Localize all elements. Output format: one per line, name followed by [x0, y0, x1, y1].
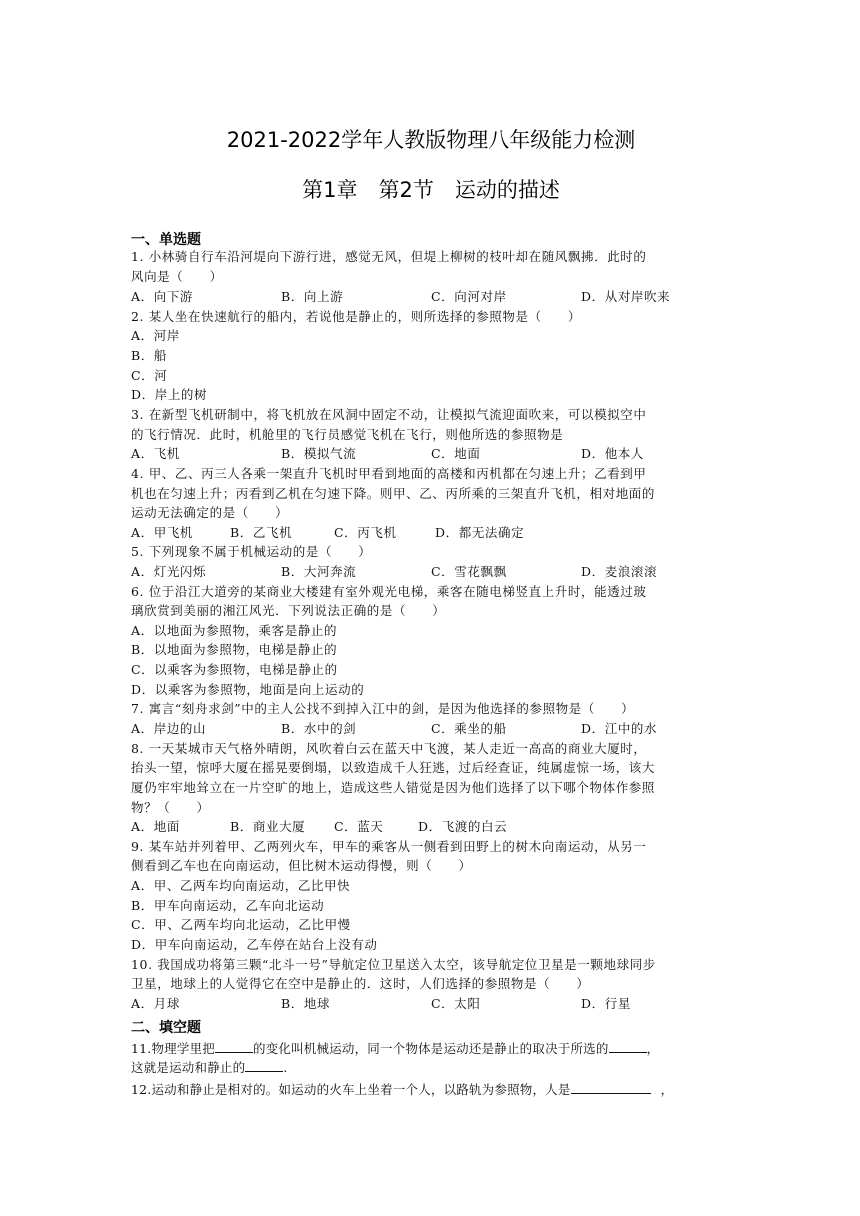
question-4-text-cont: 机也在匀速上升；丙看到乙机在匀速下降。则甲、乙、丙所乘的三架直升飞机，相对地面的	[131, 486, 656, 501]
q7-option-d: D．江中的水	[581, 721, 658, 736]
question-8-text-cont3: 物？（ ）	[131, 800, 210, 815]
q3-option-c: C．地面	[431, 446, 481, 461]
question-11-text	[131, 1039, 731, 1058]
q10-option-a: A．月球	[131, 996, 180, 1011]
page-subtitle: 第1章 第2节 运动的描述	[302, 178, 560, 202]
question-7-text: 7. 寓言“刻舟求剑”中的主人公找不到掉入江中的剑，是因为他选择的参照物是（ ）	[131, 701, 635, 716]
q10-option-d: D．行星	[581, 996, 631, 1011]
question-4-text-cont2: 运动无法确定的是（ ）	[131, 505, 289, 520]
q7-option-c: C．乘坐的船	[431, 721, 507, 736]
q11-text-part5: .	[283, 1060, 288, 1075]
q11-blank-3[interactable]	[245, 1058, 283, 1072]
q9-option-c: C．甲、乙两车均向北运动，乙比甲慢	[131, 917, 351, 932]
q5-option-b: B．大河奔流	[281, 564, 357, 579]
q9-option-b: B．甲车向南运动，乙车向北运动	[131, 898, 325, 913]
q8-option-d: D．飞渡的白云	[418, 819, 508, 834]
q8-option-c: C．蓝天	[334, 819, 384, 834]
q12-blank-1[interactable]	[571, 1080, 651, 1094]
question-3-text: 3. 在新型飞机研制中，将飞机放在风洞中固定不动，让模拟气流迎面吹来，可以模拟空中	[131, 407, 647, 422]
q10-option-c: C．太阳	[431, 996, 481, 1011]
q1-option-a: A．向下游	[131, 289, 194, 304]
q6-option-c: C．以乘客为参照物，电梯是静止的	[131, 662, 338, 677]
question-1-text-cont: 风向是（ ）	[131, 269, 223, 284]
question-3-text-cont: 的飞行情况．此时，机舱里的飞行员感觉飞机在飞行，则他所选的参照物是	[131, 427, 564, 442]
q6-option-b: B．以地面为参照物，电梯是静止的	[131, 642, 338, 657]
q7-option-b: B．水中的剑	[281, 721, 357, 736]
question-6-text: 6. 位于沿江大道旁的某商业大楼建有室外观光电梯，乘客在随电梯竖直上升时，能透过玻	[131, 584, 647, 599]
q7-option-a: A．岸边的山	[131, 721, 207, 736]
question-2-text: 2. 某人坐在快速航行的船内，若说他是静止的，则所选择的参照物是（ ）	[131, 309, 582, 324]
q4-option-a: A．甲飞机	[131, 525, 194, 540]
q2-option-b: B．船	[131, 348, 167, 363]
question-9-text: 9. 某车站并列着甲、乙两列火车，甲车的乘客从一侧看到田野上的树木向南运动，从另一	[131, 839, 647, 854]
q10-option-b: B．地球	[281, 996, 331, 1011]
q11-text-part4: 这就是运动和静止的	[131, 1060, 246, 1075]
q11-text-part3: ，	[646, 1041, 660, 1056]
q6-option-a: A．以地面为参照物，乘客是静止的	[131, 623, 338, 638]
question-8-text-cont2: 厦仍牢牢地耸立在一片空旷的地上，造成这些人错觉是因为他们选择了以下哪个物体作参照	[131, 780, 656, 795]
q5-option-d: D．麦浪滚滚	[581, 564, 658, 579]
question-12-text	[131, 1080, 731, 1099]
q1-option-b: B．向上游	[281, 289, 344, 304]
question-5-text: 5. 下列现象不属于机械运动的是（ ）	[131, 544, 372, 559]
question-10-text: 10. 我国成功将第三颗“北斗一号”导航定位卫星送入太空，该导航定位卫星是一颗地球同步	[131, 957, 656, 972]
q2-option-a: A．河岸	[131, 328, 180, 343]
q12-text-part1: 12.运动和静止是相对的。如运动的火车上坐着一个人，以路轨为参照物，人是	[131, 1082, 571, 1097]
page-title: 2021-2022学年人教版物理八年级能力检测	[226, 128, 636, 152]
q5-option-a: A．灯光闪烁	[131, 564, 207, 579]
section-fill-in: 二、填空题	[131, 1020, 201, 1036]
q2-option-c: C．河	[131, 368, 168, 383]
q3-option-a: A．飞机	[131, 446, 180, 461]
q2-option-d: D．岸上的树	[131, 387, 208, 402]
q3-option-d: D．他本人	[581, 446, 645, 461]
q4-option-c: C．丙飞机	[334, 525, 397, 540]
question-4-text: 4. 甲、乙、丙三人各乘一架直升飞机时甲看到地面的高楼和丙机都在匀速上升；乙看到甲	[131, 466, 647, 481]
q8-option-a: A．地面	[131, 819, 180, 834]
q8-option-b: B．商业大厦	[230, 819, 306, 834]
q11-blank-2[interactable]	[609, 1039, 647, 1053]
q9-option-a: A．甲、乙两车均向南运动，乙比甲快	[131, 878, 351, 893]
question-9-text-cont: 侧看到乙车也在向南运动，但比树木运动得慢，则（ ）	[131, 858, 472, 873]
question-6-text-cont: 璃欣赏到美丽的湘江风光．下列说法正确的是（ ）	[131, 603, 446, 618]
q6-option-d: D．以乘客为参照物，地面是向上运动的	[131, 682, 365, 697]
q3-option-b: B．模拟气流	[281, 446, 357, 461]
question-8-text-cont: 抬头一望，惊呼大厦在摇晃要倒塌，以致造成千人狂逃，过后经查证，纯属虚惊一场，该大	[131, 760, 656, 775]
question-8-text: 8. 一天某城市天气格外晴朗，风吹着白云在蓝天中飞渡，某人走近一高高的商业大厦时，	[131, 741, 647, 756]
q1-option-d: D．从对岸吹来	[581, 289, 671, 304]
question-11-text-cont	[131, 1058, 731, 1077]
q11-text-part2: 的变化叫机械运动，同一个物体是运动还是静止的取决于所选的	[252, 1041, 609, 1056]
q4-option-d: D．都无法确定	[435, 525, 525, 540]
q11-text-part1: 11.物理学里把	[131, 1041, 215, 1056]
question-10-text-cont: 卫星，地球上的人觉得它在空中是静止的．这时，人们选择的参照物是（ ）	[131, 976, 590, 991]
q5-option-c: C．雪花飘飘	[431, 564, 507, 579]
q11-blank-1[interactable]	[215, 1039, 253, 1053]
q1-option-c: C．向河对岸	[431, 289, 507, 304]
section-single-choice: 一、单选题	[131, 232, 201, 248]
q12-text-part2: ，	[660, 1082, 674, 1097]
q4-option-b: B．乙飞机	[230, 525, 293, 540]
question-1-text: 1. 小林骑自行车沿河堤向下游行进，感觉无风，但堤上柳树的枝叶却在随风飘拂．此时的	[131, 249, 647, 264]
q9-option-d: D．甲车向南运动，乙车停在站台上没有动	[131, 937, 378, 952]
